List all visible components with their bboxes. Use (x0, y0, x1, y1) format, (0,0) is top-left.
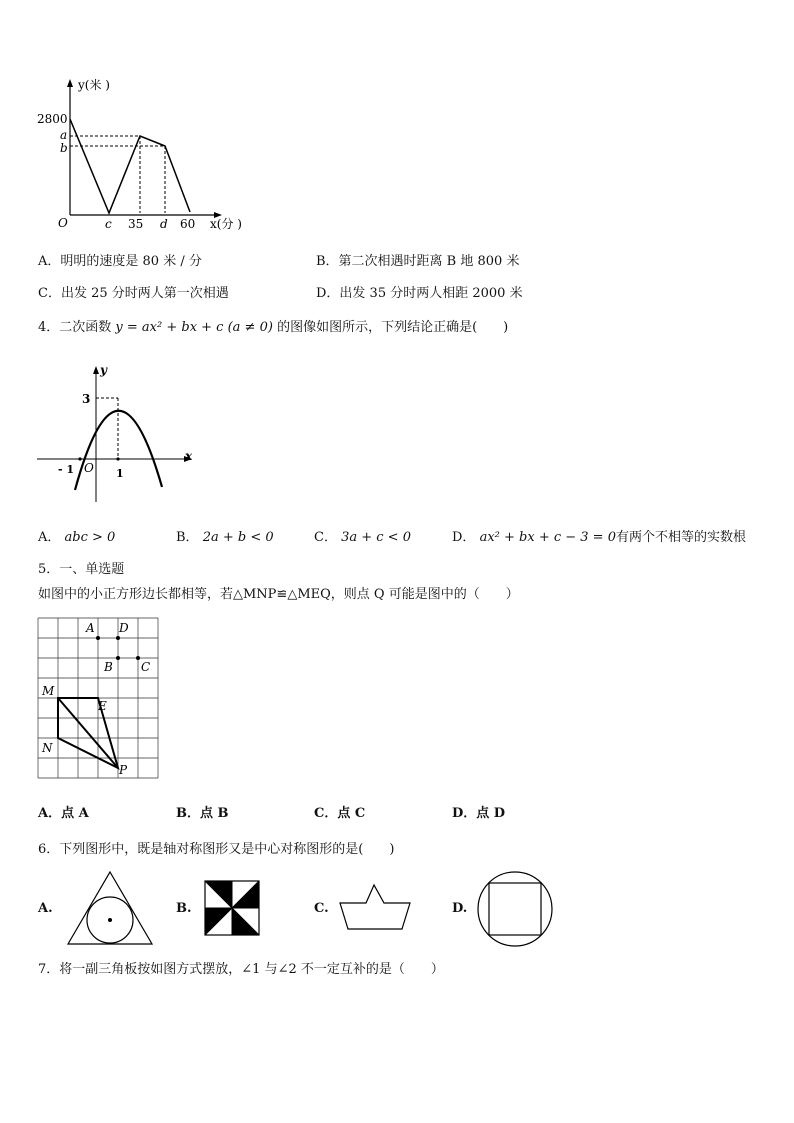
q5-label-a: A (86, 621, 95, 635)
q5-label-m: M (42, 684, 55, 698)
q5-grid-figure (30, 610, 170, 782)
q3-x-axis-label: x(分 ) (210, 217, 242, 231)
q4-option-d-suffix: 有两个不相等的实数根 (615, 530, 746, 545)
q3-option-c[interactable]: C．出发 25 分时两人第一次相遇 (38, 286, 229, 301)
q4-option-d-label: D． (452, 530, 476, 545)
q4-option-d[interactable] (452, 526, 746, 545)
q3-origin-label: O (58, 216, 68, 230)
q3-option-b[interactable]: B．第二次相遇时距离 B 地 800 米 (316, 254, 520, 269)
q4-origin-label: O (84, 461, 94, 475)
q6-pinwheel-icon (203, 879, 261, 937)
q4-option-a[interactable] (38, 526, 115, 545)
q7-stem: 7．将一副三角板按如图方式摆放，∠1 与∠2 不一定互补的是（ ） (38, 962, 444, 977)
q4-option-d-expr: ax² + bx + c − 3 = 0 (479, 530, 616, 545)
q4-option-b[interactable] (176, 526, 274, 545)
q5-option-c[interactable]: C．点 C (314, 806, 366, 821)
q5-option-b[interactable]: B．点 B (176, 806, 229, 821)
q5-label-d: D (119, 621, 129, 635)
q4-option-c-expr: 3a + c < 0 (341, 530, 411, 545)
q6-option-c[interactable]: C. (314, 901, 329, 916)
q6-option-b[interactable]: B. (176, 901, 192, 916)
q4-option-a-label: A． (38, 530, 61, 545)
q5-option-a[interactable]: A．点 A (38, 806, 89, 821)
q6-boat-shape-icon (338, 882, 412, 932)
q5-label-b: B (104, 660, 113, 674)
q6-option-d[interactable]: D. (452, 901, 468, 916)
q3-y-axis-label: y(米 ) (78, 78, 110, 92)
q4-vertex-x-label: 1 (116, 467, 124, 480)
q4-max-label: 3 (82, 392, 91, 406)
q5-option-d[interactable]: D．点 D (452, 806, 506, 821)
q4-option-b-label: B． (176, 530, 199, 545)
q4-function: y = ax² + bx + c (a ≠ 0) (115, 320, 273, 335)
q3-x-tick-c: c (105, 217, 112, 231)
q5-stem: 如图中的小正方形边长都相等，若△MNP≌△MEQ，则点 Q 可能是图中的（ ） (38, 587, 519, 602)
q4-x-label: x (185, 449, 193, 463)
q3-x-tick-35: 35 (128, 217, 144, 231)
q4-prefix: 4．二次函数 (38, 320, 112, 335)
q6-option-a[interactable]: A. (38, 901, 53, 916)
q6-triangle-with-circle-icon (64, 868, 156, 948)
q6-stem: 6．下列图形中，既是轴对称图形又是中心对称图形的是( ) (38, 842, 395, 857)
q4-neg-root-label: - 1 (58, 463, 75, 476)
q3-option-a[interactable]: A．明明的速度是 80 米 / 分 (38, 254, 202, 269)
q4-option-c[interactable] (314, 526, 411, 545)
q4-option-b-expr: 2a + b < 0 (202, 530, 274, 545)
q5-label-e: E (98, 699, 107, 713)
q4-stem (38, 316, 508, 335)
q5-label-c: C (141, 660, 151, 674)
q5-label-n: N (42, 741, 53, 755)
q3-y-tick-2800: 2800 (37, 112, 68, 126)
q4-option-c-label: C． (314, 530, 337, 545)
q4-option-a-expr: abc > 0 (64, 530, 116, 545)
q6-square-in-circle-icon (476, 870, 554, 948)
q3-distance-time-graph (30, 75, 260, 235)
q4-y-label: y (100, 363, 107, 377)
q4-parabola-graph (32, 362, 202, 512)
q3-option-d[interactable]: D．出发 35 分时两人相距 2000 米 (316, 286, 523, 301)
q3-x-tick-60: 60 (180, 217, 196, 231)
q5-header: 5．一、单选题 (38, 562, 125, 577)
q5-label-p: P (119, 763, 128, 777)
q3-y-tick-a: a (60, 128, 68, 142)
q3-y-tick-b: b (60, 141, 68, 155)
q4-suffix: 的图像如图所示，下列结论正确是( ) (277, 320, 509, 335)
q3-x-tick-d: d (160, 217, 168, 231)
